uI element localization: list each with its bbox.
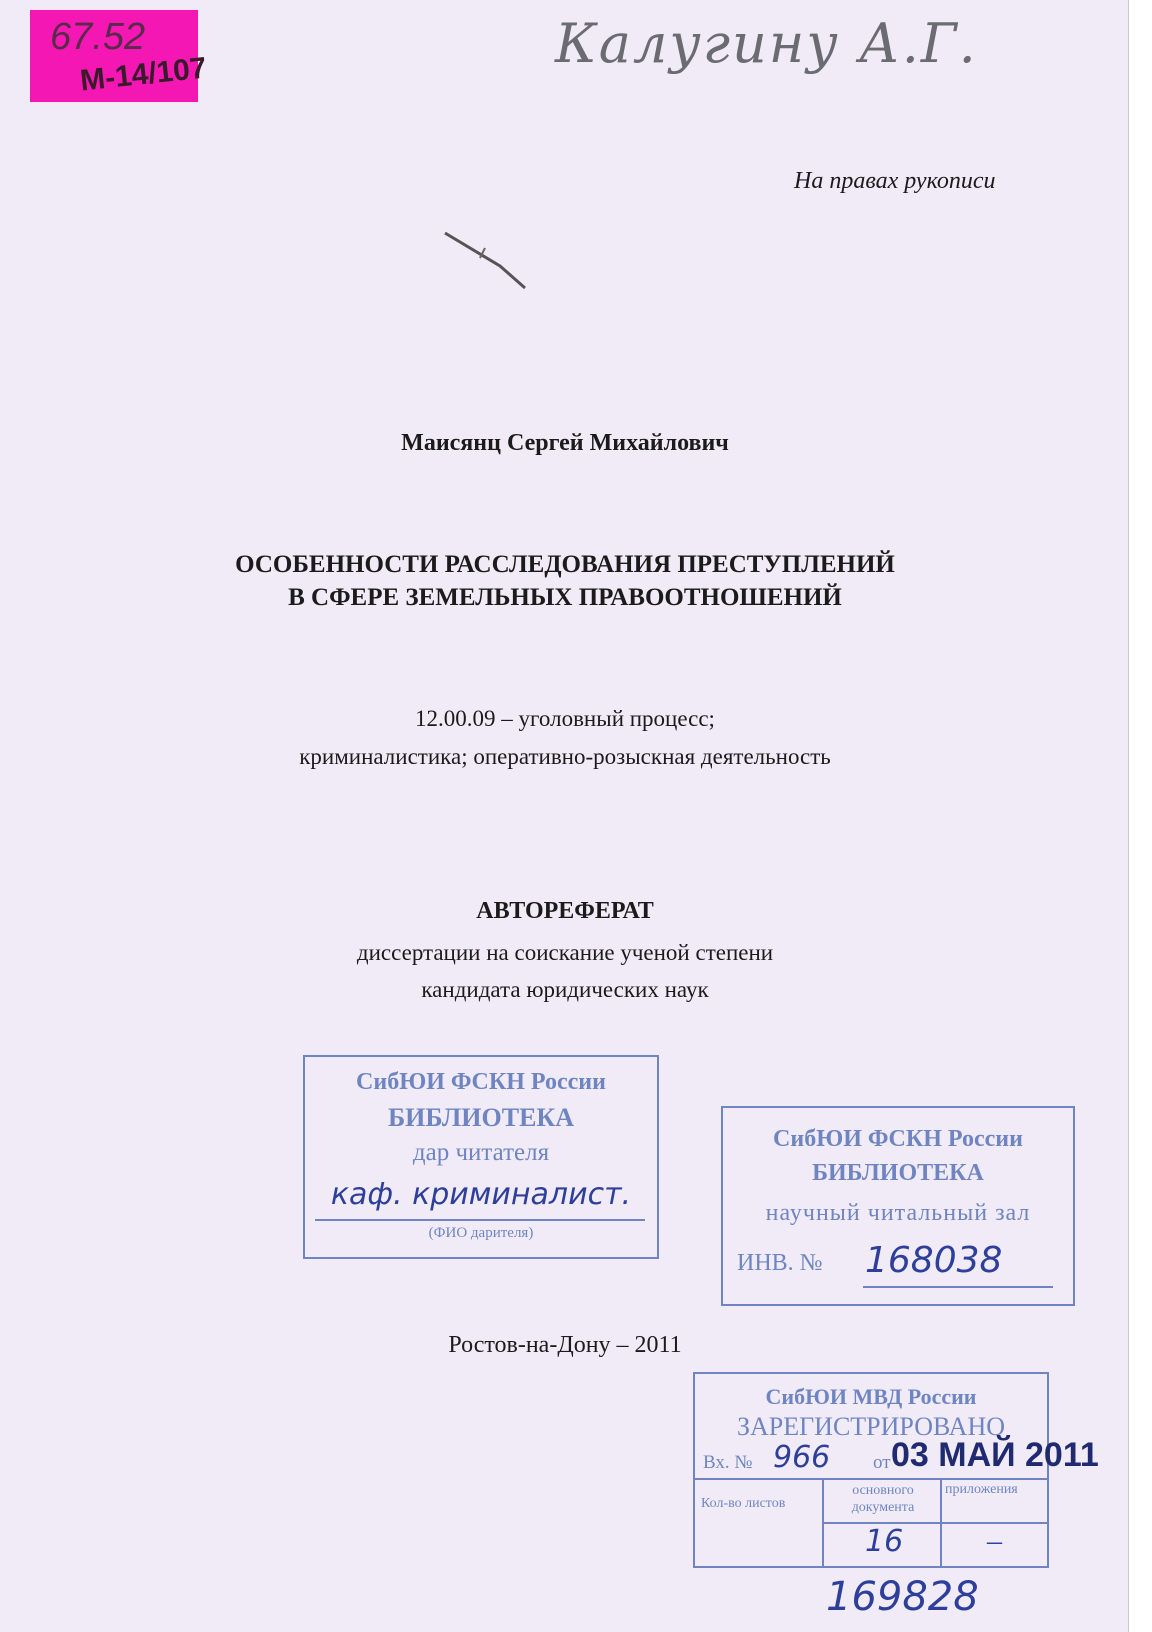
stamp-row-line [822,1522,1047,1524]
stamp-row-line [695,1478,1047,1480]
stamp-org: СибЮИ ФСКН России [356,1069,606,1095]
shelf-mark: М-14/107 [78,51,209,98]
stamp-org: СибЮИ МВД России [765,1384,977,1409]
handwritten-inventory-number: 169828 [826,1574,979,1620]
library-shelf-label [30,10,209,102]
stamp-app-count: – [987,1524,1002,1557]
stamp-from-label: от [873,1452,891,1473]
stamp-type: дар читателя [412,1139,550,1166]
dissertation-title [0,548,1130,614]
stamp-in-label: Вх. № [703,1452,753,1473]
stamp-dept: БИБЛИОТЕКА [812,1160,984,1186]
stamp-underline [315,1219,645,1221]
abstract-heading: АВТОРЕФЕРАТ [476,898,654,924]
stamp-room: научный читальный зал [765,1200,1031,1226]
stamp-status: ЗАРЕГИСТРИРОВАНО [737,1412,1005,1441]
title-line: ОСОБЕННОСТИ РАССЛЕДОВАНИЯ ПРЕСТУПЛЕНИЙ [235,551,895,578]
abstract-line: диссертации на соискание ученой степени [356,940,774,965]
pen-mark-icon [440,228,540,308]
stamp-col-sheets: Кол-во листов [701,1496,786,1511]
stamp-registered [693,1372,1099,1568]
manuscript-note: На правах рукописи [794,168,996,194]
stamp-org: СибЮИ ФСКН России [773,1126,1023,1152]
abstract-line: кандидата юридических наук [421,977,709,1002]
specialty-line: 12.00.09 – уголовный процесс; [415,706,715,731]
abstract-subtitle [0,934,1130,1008]
author-name: Маисянц Сергей Михайлович [401,430,729,456]
specialty-line: криминалистика; оперативно-розыскная деятельность [299,744,831,769]
stamp-inv-label: ИНВ. № [737,1250,823,1276]
stamp-col-app: приложения [945,1482,1018,1497]
shelf-code: 67.52 [50,16,146,58]
stamp-main-count: 16 [865,1524,904,1559]
title-line: В СФЕРЕ ЗЕМЕЛЬНЫХ ПРАВООТНОШЕНИЙ [288,584,842,611]
stamp-dept: БИБЛИОТЕКА [387,1103,575,1132]
stamp-in-number: 966 [773,1440,831,1475]
stamp-library-reading-room [721,1106,1075,1306]
stamp-caption: (ФИО дарителя) [428,1225,534,1241]
stamp-col-main: основного документа [851,1483,915,1515]
stamp-underline [863,1286,1053,1288]
handwritten-dedication: Калугину А.Г. [555,12,978,75]
specialty [0,700,1130,776]
stamp-inv-number: 168038 [865,1240,1003,1281]
page-edge [1128,0,1152,1632]
stamp-library-gift [303,1055,659,1259]
city-year: Ростов-на-Дону – 2011 [448,1332,682,1358]
stamp-date: 03 МАЙ 2011 [891,1436,1099,1474]
stamp-handwritten-donor: каф. криминалист. [330,1177,632,1212]
